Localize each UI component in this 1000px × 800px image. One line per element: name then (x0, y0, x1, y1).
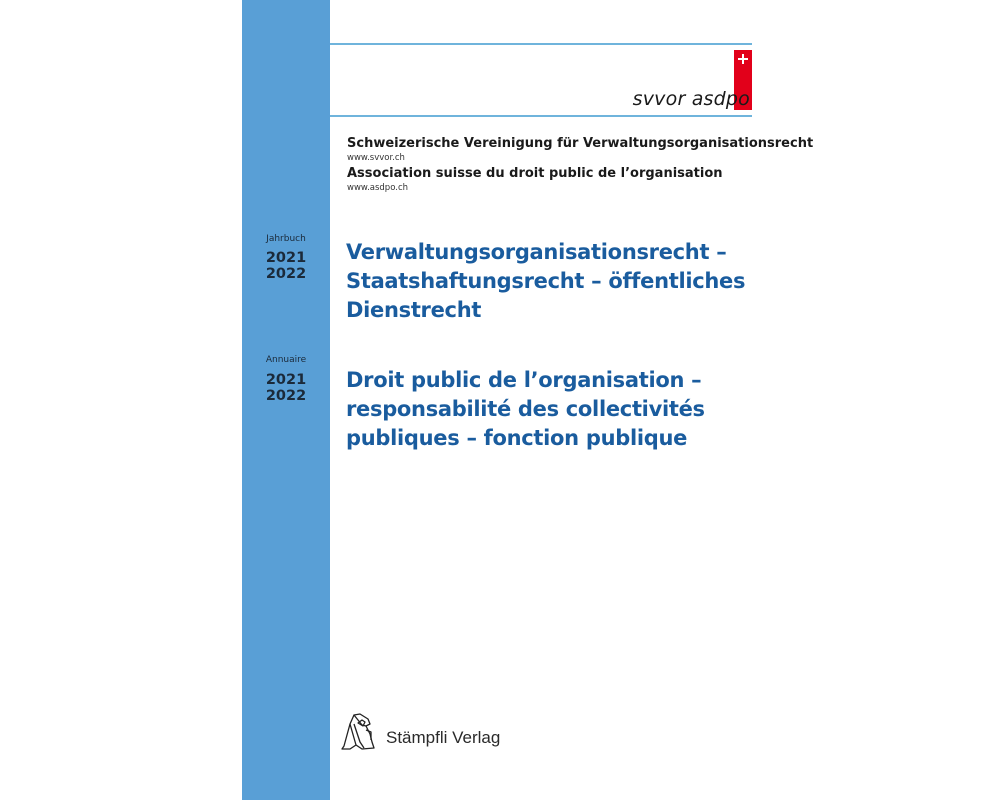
publisher-imprint (340, 712, 500, 752)
brand-wordmark: svvor asdpo (632, 88, 750, 110)
publisher-name: Stämpfli Verlag (386, 728, 501, 747)
spine-year-start-de: 2021 (265, 250, 307, 266)
title-french (346, 366, 766, 453)
title-fr-line: responsabilité des collectivités (346, 397, 705, 421)
spine-label-jahrbuch: Jahrbuch (266, 234, 306, 244)
spine-year-end-de: 2022 (265, 266, 307, 282)
title-de-line: Dienstrecht (346, 298, 482, 322)
spine-year-start-fr: 2021 (265, 372, 307, 388)
top-rule (330, 43, 752, 45)
spine-label-annuaire: Annuaire (265, 355, 307, 365)
title-fr-line: Droit public de l’organisation – (346, 368, 702, 392)
title-fr-line: publiques – fonction publique (346, 426, 688, 450)
header-rule (330, 115, 752, 117)
swiss-cross-icon (738, 54, 748, 64)
association-name-fr: Association suisse du droit public de l’organisation (347, 166, 723, 181)
association-url-fr: www.asdpo.ch (347, 183, 409, 193)
title-de-line: Verwaltungsorganisationsrecht – (346, 240, 727, 264)
title-german (346, 238, 766, 325)
association-url-de: www.svvor.ch (347, 153, 405, 163)
title-de-line: Staatshaftungsrecht – öffentliches (346, 269, 746, 293)
association-name-de: Schweizerische Vereinigung für Verwaltungsorganisationsrecht (347, 136, 814, 151)
spine-year-end-fr: 2022 (265, 388, 307, 404)
staempfli-logo-icon (340, 712, 378, 752)
